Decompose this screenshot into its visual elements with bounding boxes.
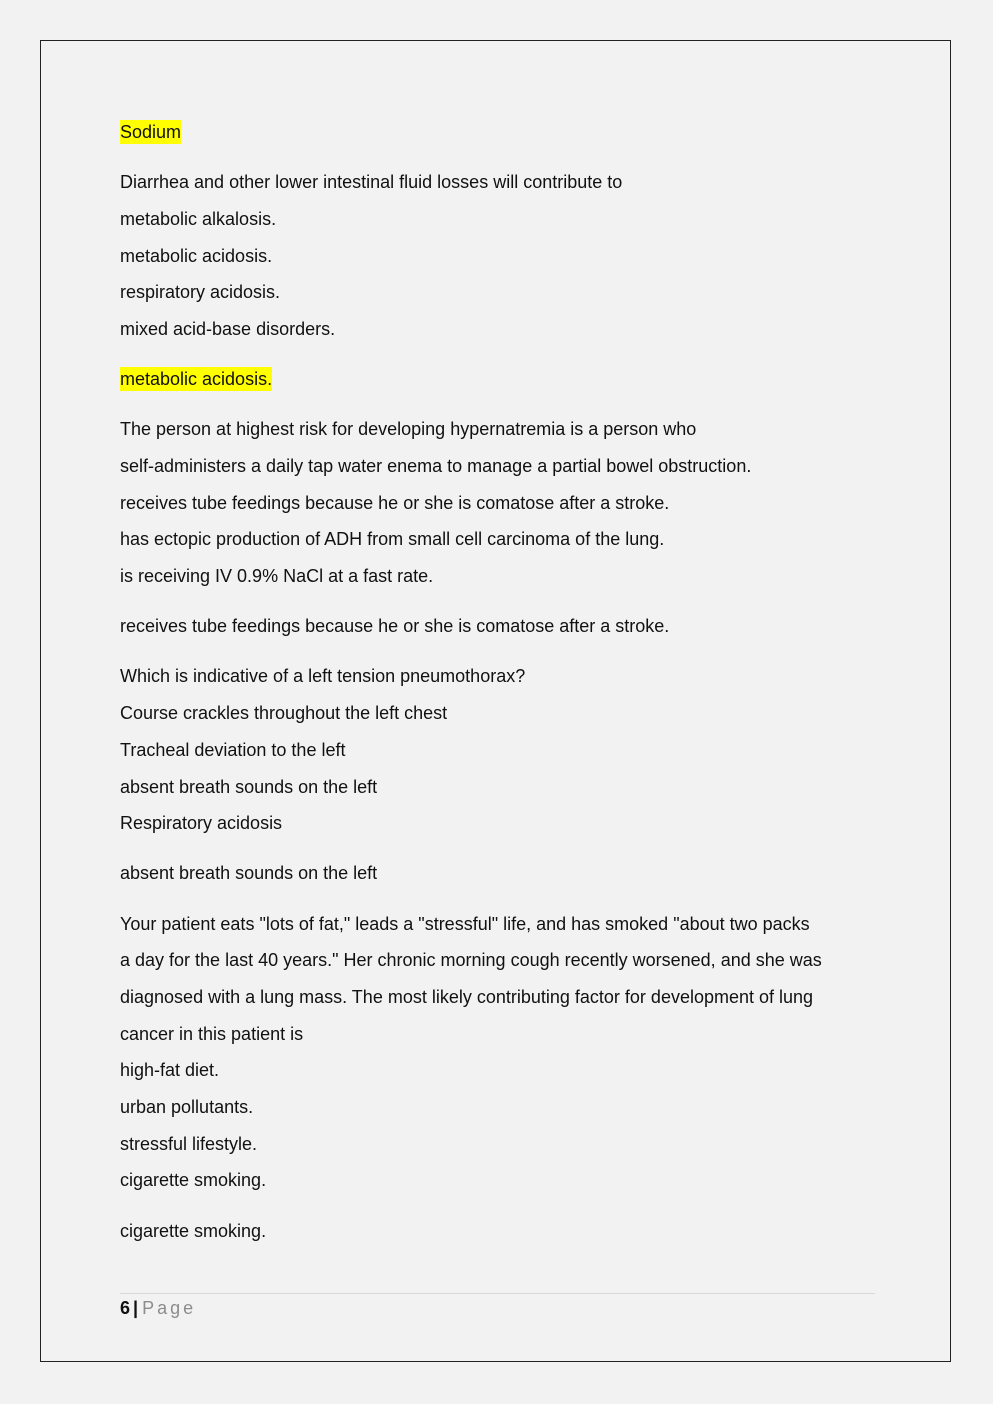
answer-text: receives tube feedings because he or she is comatose after a stroke. [120,616,670,637]
document-body [120,114,880,1249]
option: has ectopic production of ADH from small cell carcinoma of the lung. [120,529,665,550]
question-3 [120,658,880,892]
page-footer [120,1296,196,1320]
option: high-fat diet. [120,1060,220,1081]
question-stem-line: a day for the last 40 years." Her chronic morning cough recently worsened, and she was [120,950,822,971]
option: cigarette smoking. [120,1170,267,1191]
option: Course crackles throughout the left chest [120,703,448,724]
question-stem-line: Your patient eats "lots of fat," leads a "stressful" life, and has smoked "about two packs [120,913,810,934]
option: absent breath sounds on the left [120,776,378,797]
page-number: 6 [120,1298,131,1318]
question-stem: Which is indicative of a left tension pneumothorax? [120,666,526,687]
page-label: Page [142,1298,197,1318]
question-stem: The person at highest risk for developing hypernatremia is a person who [120,419,697,440]
answer-line [120,361,880,398]
option: stressful lifestyle. [120,1133,258,1154]
answer-text: absent breath sounds on the left [120,863,378,884]
section-heading [120,114,880,151]
question-stem-line: cancer in this patient is [120,1023,304,1044]
option: respiratory acidosis. [120,282,281,303]
question-4 [120,906,880,1250]
section-heading-text: Sodium [120,122,182,142]
question-1 [120,164,880,398]
question-stem: Diarrhea and other lower intestinal fluid losses will contribute to [120,172,623,193]
option: is receiving IV 0.9% NaCl at a fast rate. [120,566,434,587]
option: metabolic acidosis. [120,245,273,266]
footer-rule [120,1293,875,1294]
question-stem-line: diagnosed with a lung mass. The most likely contributing factor for development of lung [120,986,814,1007]
answer-text: metabolic acidosis. [120,369,273,390]
question-2 [120,411,880,645]
option: metabolic alkalosis. [120,208,277,229]
option: receives tube feedings because he or she is comatose after a stroke. [120,492,670,513]
footer-separator: | [133,1298,139,1318]
option: Tracheal deviation to the left [120,739,346,760]
option: mixed acid-base disorders. [120,318,336,339]
option: self-administers a daily tap water enema to manage a partial bowel obstruction. [120,456,752,476]
answer-text: cigarette smoking. [120,1220,267,1241]
option: Respiratory acidosis [120,813,283,834]
option: urban pollutants. [120,1097,254,1117]
